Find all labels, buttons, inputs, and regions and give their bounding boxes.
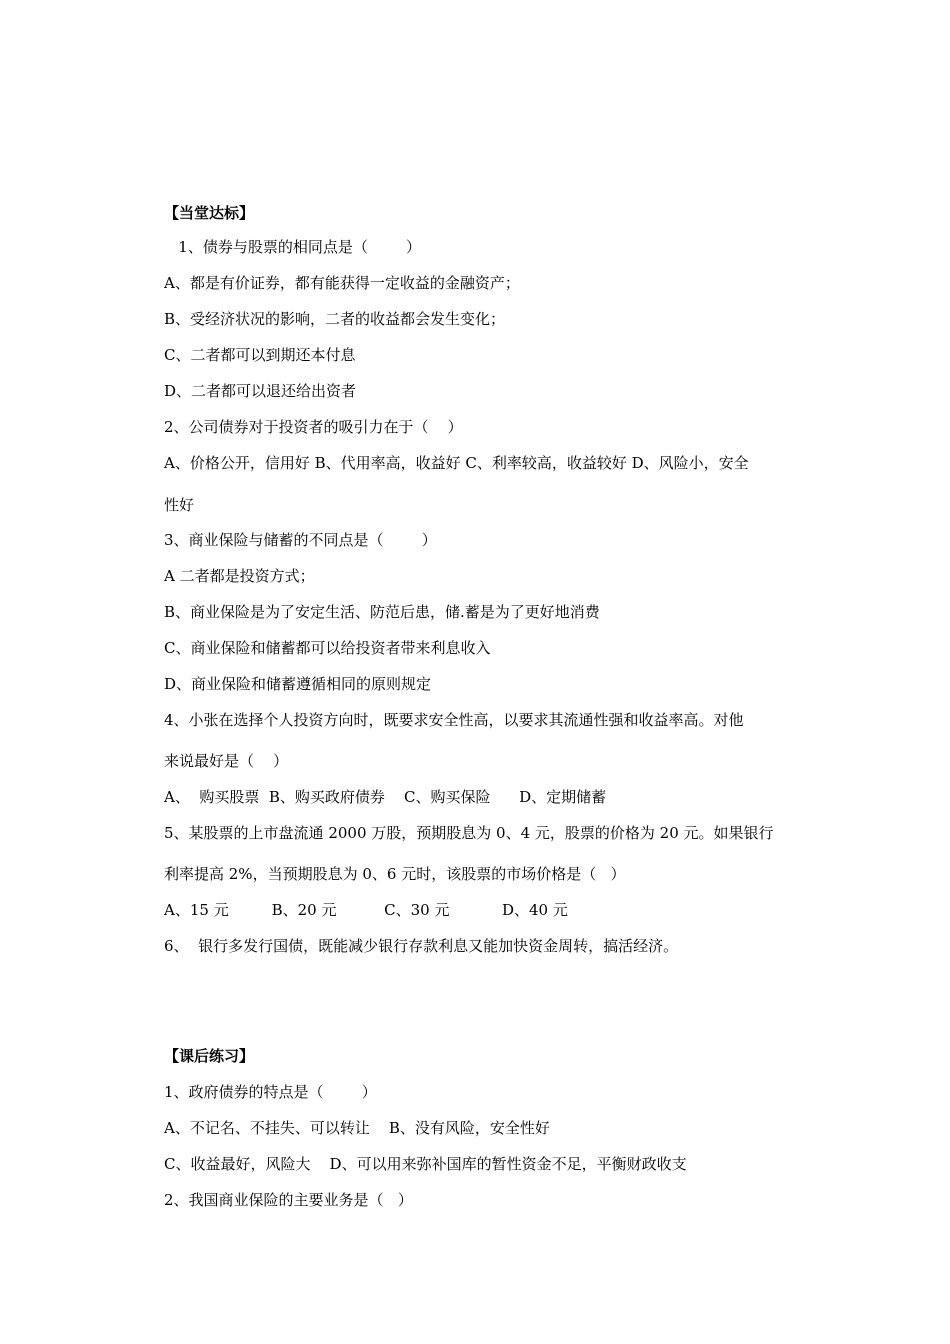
options-2: A、价格公开，信用好 B、代用率高，收益好 C、利率较高，收益较好 D、风险小，安全 (164, 454, 749, 472)
homework-options-1cd: C、收益最好，风险大 D、可以用来弥补国库的暂性资金不足，平衡财政收支 (164, 1155, 687, 1173)
question-5-continued: 利率提高 2%，当预期股息为 0、6 元时，该股票的市场价格是（ ） (164, 865, 626, 883)
question-4: 4、小张在选择个人投资方向时，既要求安全性高，以要求其流通性强和收益率高。对他 (164, 711, 744, 729)
question-2: 2、公司债券对于投资者的吸引力在于（ ） (164, 418, 463, 436)
option-3b: B、商业保险是为了安定生活、防范后患，储.蓄是为了更好地消费 (164, 603, 600, 621)
homework-options-1ab: A、不记名、不挂失、可以转让 B、没有风险，安全性好 (164, 1119, 550, 1137)
option-3d: D、商业保险和储蓄遵循相同的原则规定 (164, 675, 432, 693)
section-heading-homework: 【课后练习】 (164, 1047, 255, 1065)
question-6: 6、 银行多发行国债，既能减少银行存款利息又能加快资金周转，搞活经济。 (164, 937, 679, 955)
section-heading-classroom: 【当堂达标】 (164, 204, 255, 222)
option-1b: B、受经济状况的影响，二者的收益都会发生变化； (164, 310, 506, 328)
question-4-continued: 来说最好是（ ） (164, 752, 289, 770)
option-1c: C、二者都可以到期还本付息 (164, 346, 356, 364)
homework-question-1: 1、政府债券的特点是（ ） (164, 1083, 377, 1101)
question-3: 3、商业保险与储蓄的不同点是（ ） (164, 531, 437, 549)
homework-question-2: 2、我国商业保险的主要业务是（ ） (164, 1191, 413, 1209)
option-1a: A、都是有价证券，都有能获得一定收益的金融资产； (164, 274, 520, 292)
options-5: A、15 元 B、20 元 C、30 元 D、40 元 (164, 901, 568, 919)
option-3c: C、商业保险和储蓄都可以给投资者带来利息收入 (164, 639, 491, 657)
option-1d: D、二者都可以退还给出资者 (164, 382, 357, 400)
question-5: 5、某股票的上市盘流通 2000 万股，预期股息为 0、4 元，股票的价格为 20 元。如果银行 (164, 824, 774, 842)
option-3a: A 二者都是投资方式； (164, 567, 315, 585)
question-1: 1、债券与股票的相同点是（ ） (164, 238, 421, 256)
options-2-continued: 性好 (164, 496, 195, 514)
options-4: A、 购买股票 B、购买政府债券 C、购买保险 D、定期储蓄 (164, 788, 607, 806)
